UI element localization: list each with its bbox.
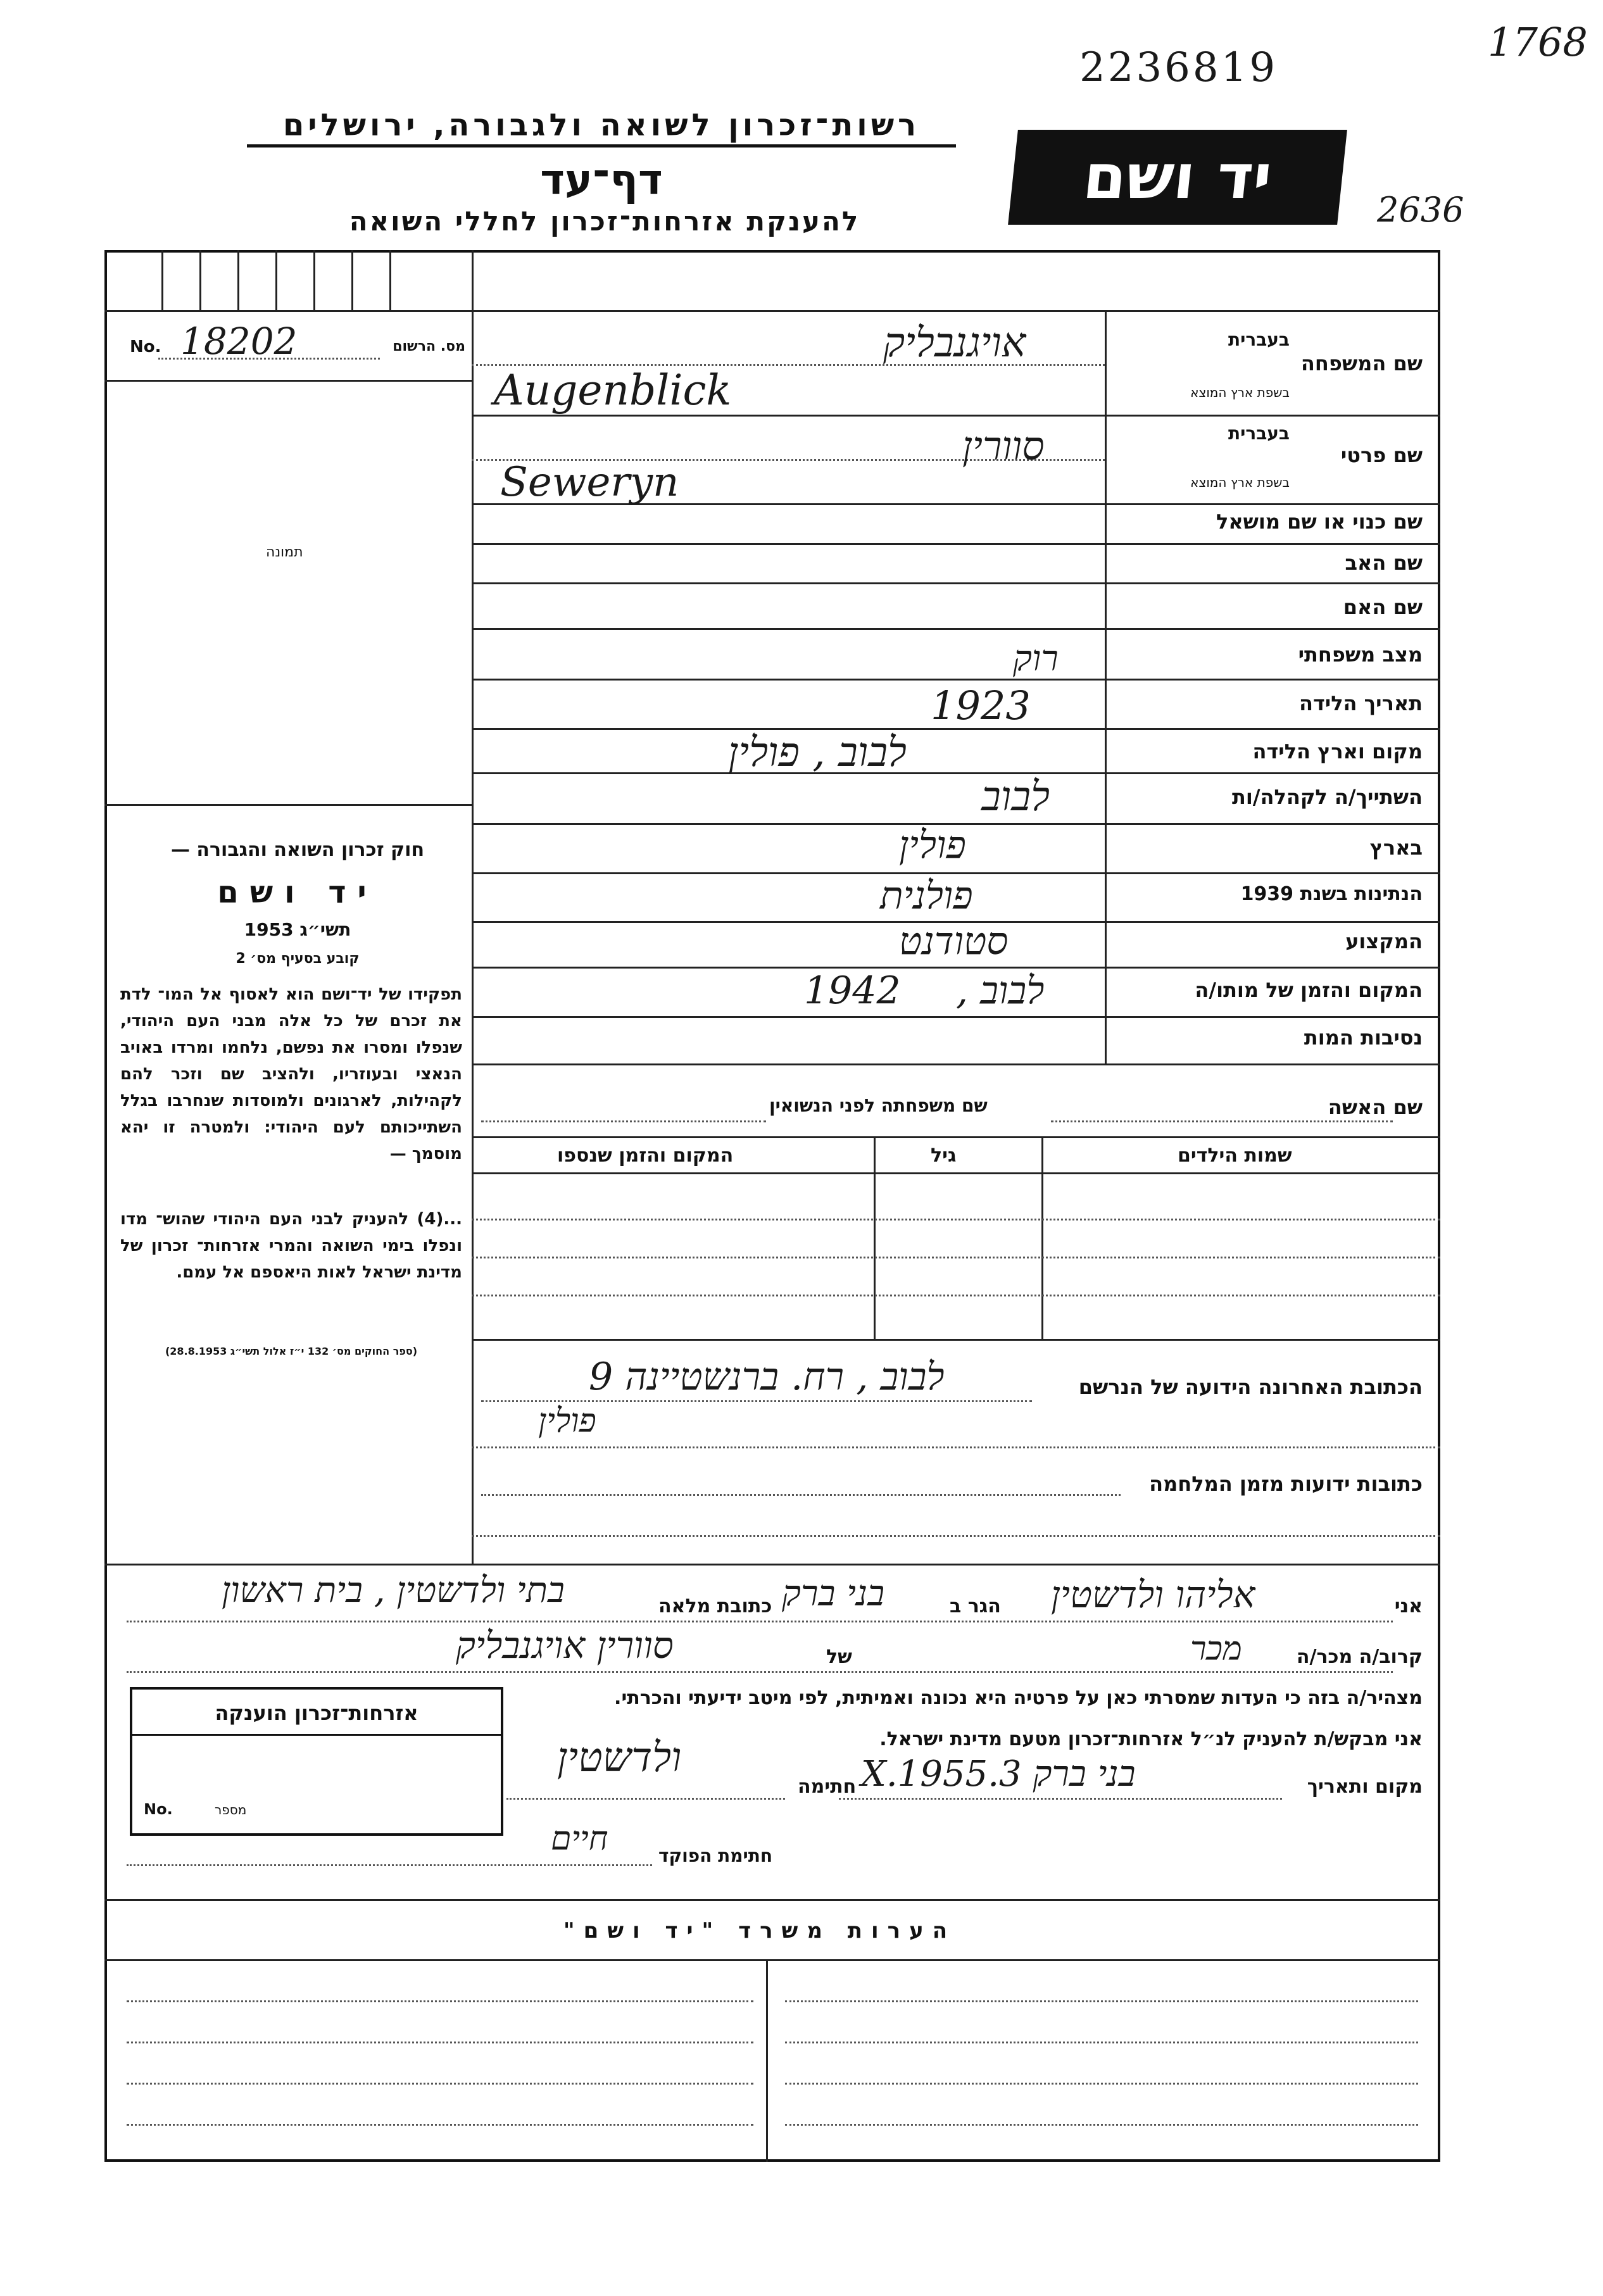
marital-value: רוק <box>1013 638 1059 679</box>
law-year: תשי״ג 1953 <box>244 919 351 940</box>
birth-place-value: לבוב , פולין <box>728 729 907 776</box>
nickname-label: שם כנוי או שם מושאל <box>1216 510 1423 534</box>
law-title: חוק זכרון השואה והגבורה — <box>170 839 425 861</box>
country-value: פולין <box>899 823 966 867</box>
relative-value: מכר <box>1190 1630 1242 1668</box>
birth-place-label: מקום וארץ הלידה <box>1252 739 1423 763</box>
first-name-label: שם פרטי <box>1340 443 1423 467</box>
resides-label: הגר ב <box>950 1595 1001 1617</box>
first-name-hebrew: סוורין <box>962 423 1045 469</box>
country-label: בארץ <box>1369 836 1423 860</box>
citizenship-box-no: No. <box>144 1800 173 1818</box>
signature-value: ולדשטין <box>557 1735 682 1781</box>
form-subtitle: להענקת אזרחות־זכרון לחללי השואה <box>349 206 860 237</box>
citizenship-box-number-label: מספר <box>215 1802 247 1817</box>
law-clause: קובע בסעיף מס׳ 2 <box>236 951 360 967</box>
profession-value: סטודנט <box>899 919 1009 963</box>
of-label: של <box>826 1646 852 1668</box>
stamp-number: 2236819 <box>1079 44 1278 91</box>
last-address-value: לבוב , רח. ברנשטיינה 9 <box>589 1355 945 1399</box>
citizenship-box-title: אזרחות־זכרון הוענקה <box>215 1701 418 1725</box>
community-value: לבוב <box>981 774 1050 820</box>
place-date-label: מקום ותאריך <box>1307 1776 1423 1798</box>
last-address-label: הכתובת האחרונה הידועה של הנרשם <box>1078 1375 1423 1399</box>
family-name-label: שם המשפחה <box>1300 351 1423 375</box>
full-address-label: כתובת מלאה <box>658 1595 772 1617</box>
wife-label: שם האשה <box>1328 1095 1423 1119</box>
children-place-header: המקום והזמן שנספו <box>557 1145 734 1167</box>
authority-line: רשות־זכרון לשואה ולגבורה, ירושלים <box>247 108 956 147</box>
signature-label: חתימה <box>798 1776 857 1798</box>
death-circumstances-label: נסיבות המות <box>1304 1026 1423 1050</box>
children-names-header: שמות הילדים <box>1178 1145 1292 1167</box>
mother-label: שם האם <box>1343 595 1423 619</box>
witness-full-address: בתי ולדשטין , בית ראשון <box>222 1570 565 1611</box>
family-name-latin: Augenblick <box>494 366 732 415</box>
reg-label: מס. הרשום <box>393 339 465 354</box>
citizenship-granted-box <box>130 1687 503 1836</box>
first-name-latin: Seweryn <box>500 459 679 506</box>
father-label: שם האב <box>1345 551 1423 575</box>
of-value: סוורין אויגנבליק <box>456 1624 674 1667</box>
death-year: 1942 <box>804 969 901 1013</box>
death-place: לבוב , <box>956 969 1045 1013</box>
last-address-value-2: פולין <box>538 1402 596 1440</box>
wife-maiden-label: שם משפחתה לפני הנשואין <box>769 1095 988 1116</box>
law-source: (ספר החוקים מס׳ 132 י״ז אלול תשי״ג 28.8.1953) <box>165 1345 418 1357</box>
first-origin-lang: בשפת ארץ המוצא <box>1190 475 1290 490</box>
profession-label: המקצוע <box>1345 929 1423 953</box>
office-notes-title: הערות משרד "יד ושם" <box>563 1918 957 1943</box>
officer-signature: חיים <box>551 1820 608 1858</box>
witness-i-label: אני <box>1394 1595 1423 1617</box>
form-title: דף־עד <box>540 155 663 204</box>
yad-vashem-logo <box>1008 130 1347 225</box>
family-origin-lang: בשפת ארץ המוצא <box>1190 385 1290 400</box>
photo-label: תמונה <box>266 544 303 560</box>
death-label: המקום והזמן של מותו/ה <box>1195 978 1423 1002</box>
officer-label: חתימת הפוקד <box>658 1845 773 1866</box>
declaration-text: מצהיר/ה בזה כי העדות שמסרתי כאן על פרטיה היא נכונה ואמיתית, לפי מיטב ידיעתי והכרתי. <box>614 1687 1423 1709</box>
place-date-value: בני ברק 3.X.1955 <box>861 1753 1136 1795</box>
reg-value: 18202 <box>180 320 298 363</box>
reg-no-label: No. <box>130 337 161 356</box>
law-text-2: ...(4) להעניק לבני העם היהודי שהוש־ מדו ונפלו בימי השואה והמרי אזרחות־ זכרון של מדינת ישראל לאות היאספם אל עמם. <box>120 1210 462 1282</box>
citizenship-label: הנתינות בשנת 1939 <box>1240 883 1423 905</box>
request-text: אני מבקש/ת להעניק לנ״ל אזרחות־זכרון מטעם מדינת ישראל. <box>879 1728 1423 1750</box>
community-label: השתייך/ה לקהלה/ות <box>1231 785 1423 809</box>
marital-label: מצב משפחתי <box>1298 643 1423 667</box>
side-number: 2636 <box>1377 190 1464 230</box>
first-in-hebrew: בעברית <box>1228 423 1290 444</box>
birth-date-value: 1923 <box>931 682 1031 729</box>
family-name-hebrew: אויגנבליק <box>883 320 1026 367</box>
witness-city: בני ברק <box>782 1573 885 1614</box>
children-age-header: גיל <box>931 1145 957 1167</box>
birth-date-label: תאריך הלידה <box>1298 691 1423 715</box>
logo-text: יד ושם <box>1079 141 1276 213</box>
corner-number: 1768 <box>1488 19 1588 65</box>
law-name: יד ושם <box>217 875 378 910</box>
war-address-label: כתובות ידועות מזמן המלחמה <box>1149 1472 1423 1496</box>
relative-label: קרוב/ה מכר/ה <box>1296 1646 1423 1668</box>
family-in-hebrew: בעברית <box>1228 329 1290 350</box>
citizenship-value: פולנית <box>880 874 973 918</box>
law-text: תפקידו של יד־ושם הוא לאסוף אל המו־ לדת את זכרם של כל אלה מבני העם היהודי, שנפלו ומסרו את נפשם, נלחמו ומרדו באויב הנאצי ובעוזריו, ולהציב שם וזכר להם לקהילות, לארגונים ולמוסדות שנחרבו בגלל השתייכותם לעם היהודי: ולמטרה זו יהא מוסמך — <box>120 985 462 1164</box>
witness-name: אליהו ולדשטין <box>1051 1573 1255 1616</box>
